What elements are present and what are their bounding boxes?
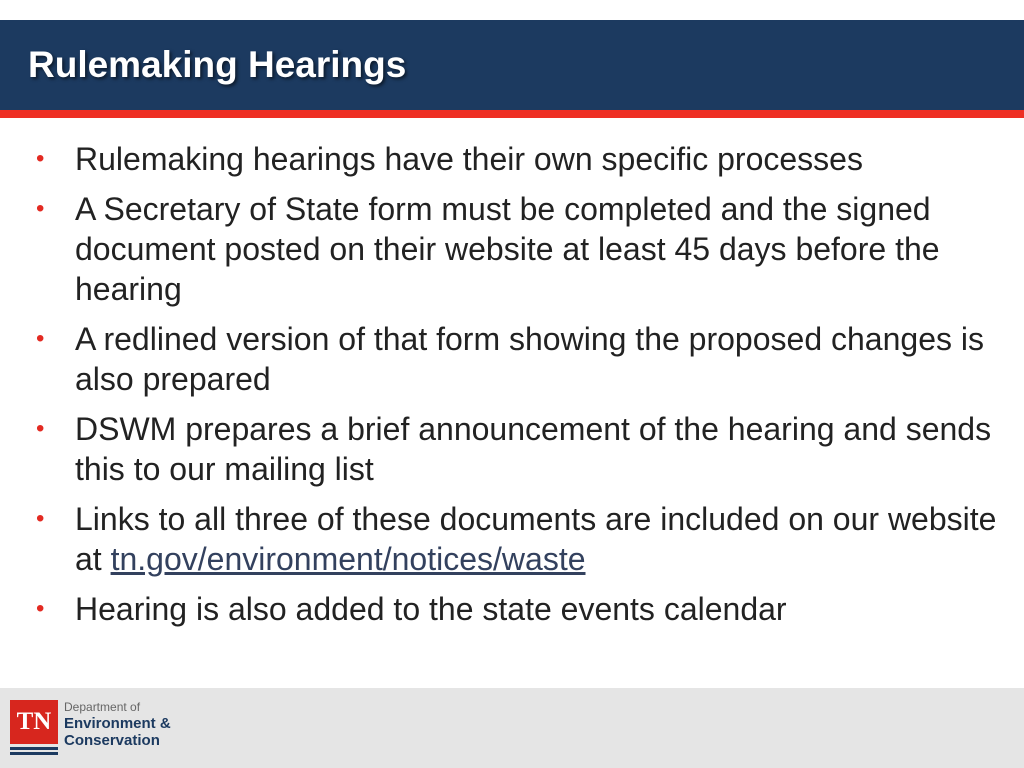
bullet-dot-icon: • <box>36 415 45 442</box>
bullet-dot-icon: • <box>36 325 45 352</box>
tdec-logo <box>10 700 210 760</box>
bullet-item <box>0 589 1024 629</box>
bullet-dot-icon: • <box>36 195 45 222</box>
bullet-dot-icon: • <box>36 505 45 532</box>
tn-logo-mark: TN <box>10 700 58 744</box>
bullet-text: A Secretary of State form must be completed and the signed document posted on their website at least 45 days before the hearing <box>75 191 940 307</box>
bullet-dot-icon: • <box>36 145 45 172</box>
bullet-item <box>0 189 1024 309</box>
bullet-item <box>0 319 1024 399</box>
accent-rule <box>0 110 1024 118</box>
bullet-item <box>0 409 1024 489</box>
logo-environment-text: Environment & <box>64 715 171 732</box>
footer-bar <box>0 688 1024 768</box>
bullet-text: Hearing is also added to the state events calendar <box>75 591 787 627</box>
bullet-text: A redlined version of that form showing the proposed changes is also prepared <box>75 321 984 397</box>
logo-stripes <box>10 747 58 757</box>
logo-conservation-text: Conservation <box>64 732 160 749</box>
bullet-item <box>0 499 1024 579</box>
title-bar <box>0 20 1024 110</box>
website-link[interactable]: tn.gov/environment/notices/waste <box>110 541 586 577</box>
bullet-dot-icon: • <box>36 595 45 622</box>
slide-title: Rulemaking Hearings <box>28 44 407 85</box>
bullet-text: DSWM prepares a brief announcement of the hearing and sends this to our mailing list <box>75 411 992 487</box>
bullet-item <box>0 139 1024 179</box>
bullet-text: Links to all three of these documents are included on our website at <box>75 501 997 577</box>
bullet-text: Rulemaking hearings have their own specific processes <box>75 141 863 177</box>
bullet-list <box>0 139 1024 639</box>
logo-department-text: Department of <box>64 700 141 714</box>
